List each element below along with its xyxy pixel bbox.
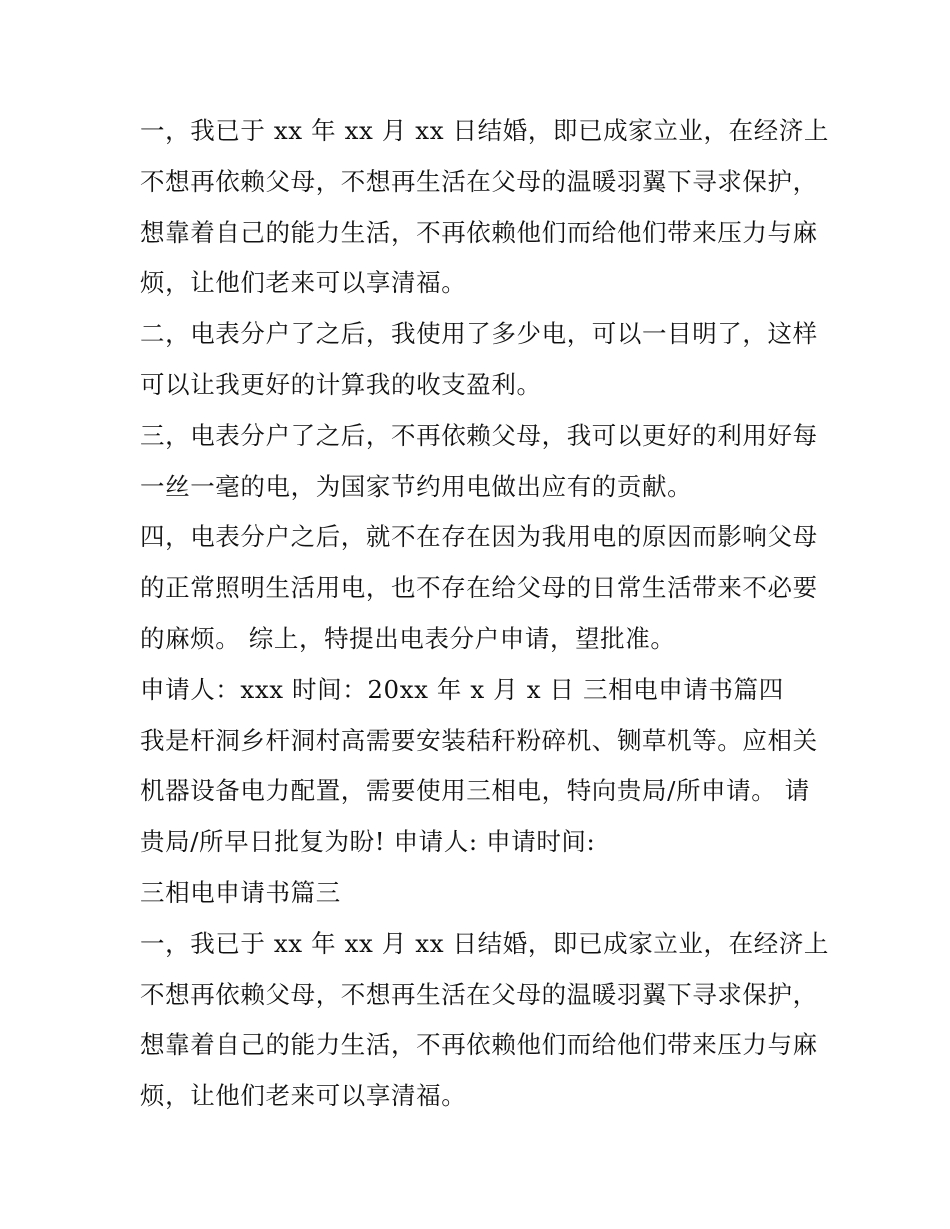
text-line-8: 一丝一毫的电，为国家节约用电做出应有的贡献。 [140, 471, 693, 501]
text-line-1: 一，我已于 xx 年 xx 月 xx 日结婚，即已成家立业，在经济上 [140, 116, 830, 145]
text-line-6: 可以让我更好的计算我的收支盈利。 [140, 369, 542, 399]
text-line-15: 贵局/所早日批复为盼! 申请人: 申请时间: [140, 827, 596, 857]
text-line-18: 不想再依赖父母，不想再生活在父母的温暖羽翼下寻求保护， [140, 979, 818, 1009]
text-line-3: 想靠着自己的能力生活，不再依赖他们而给他们带来压力与麻 [140, 217, 818, 247]
section-heading: 三相电申请书篇三 [140, 877, 341, 907]
text-line-13: 我是杆洞乡杆洞村高需要安装秸秆粉碎机、铡草机等。应相关 [140, 725, 818, 755]
text-line-19: 想靠着自己的能力生活，不再依赖他们而给他们带来压力与麻 [140, 1030, 818, 1060]
text-line-5: 二，电表分户了之后，我使用了多少电，可以一目明了，这样 [140, 319, 818, 349]
text-line-11: 的麻烦。 综上，特提出电表分户申请，望批准。 [140, 623, 676, 653]
text-line-7: 三，电表分户了之后，不再依赖父母，我可以更好的利用好每 [140, 420, 818, 450]
text-line-14: 机器设备电力配置，需要使用三相电，特向贵局/所申请。 请 [140, 776, 810, 806]
text-line-9: 四，电表分户之后，就不在存在因为我用电的原因而影响父母 [140, 522, 818, 552]
text-line-2: 不想再依赖父母，不想再生活在父母的温暖羽翼下寻求保护， [140, 166, 818, 196]
text-line-12: 申请人：xxx 时间：20xx 年 x 月 x 日 三相电申请书篇四 [140, 674, 784, 704]
text-line-17: 一，我已于 xx 年 xx 月 xx 日结婚，即已成家立业，在经济上 [140, 928, 830, 958]
text-line-4: 烦，让他们老来可以享清福。 [140, 268, 467, 298]
document-body [140, 106, 830, 1122]
text-line-10: 的正常照明生活用电，也不存在给父母的日常生活带来不必要 [140, 573, 818, 603]
text-line-20: 烦，让他们老来可以享清福。 [140, 1081, 467, 1111]
